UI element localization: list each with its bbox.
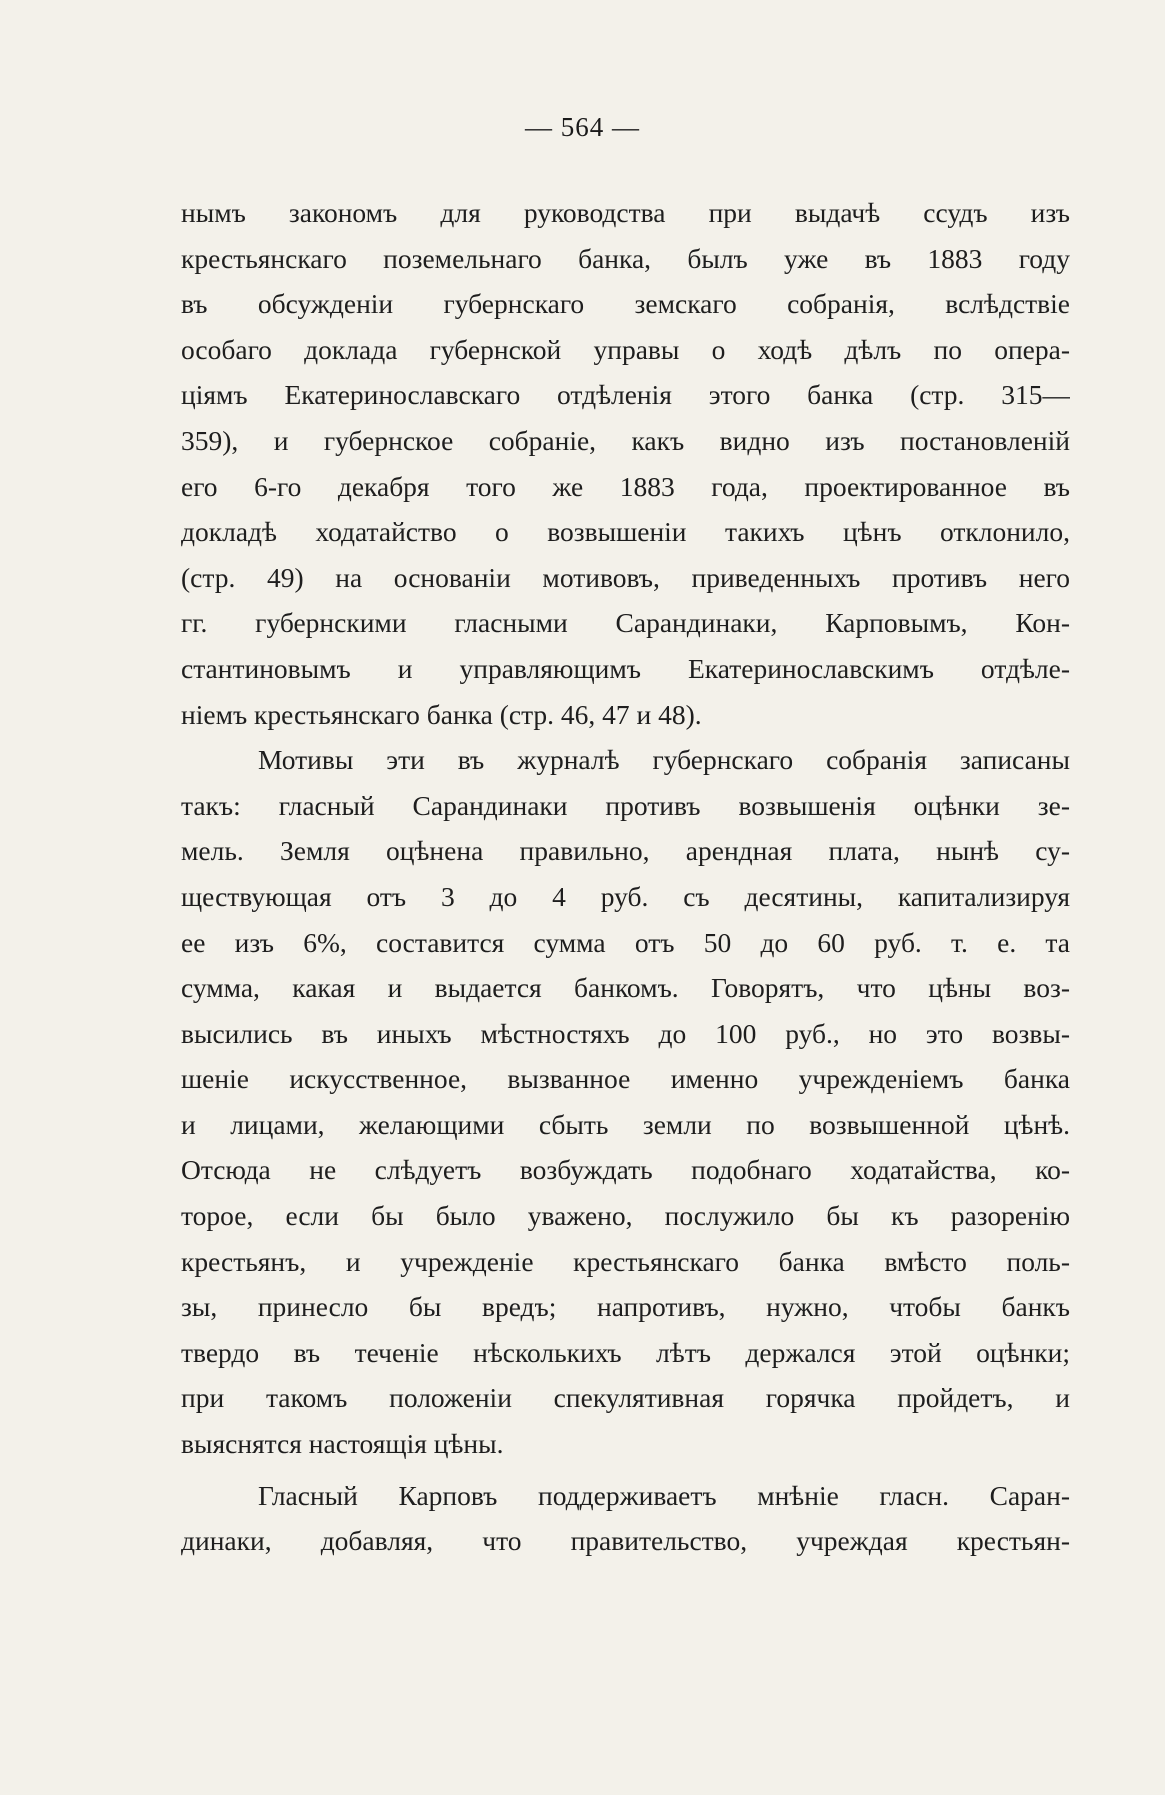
text-line: такъ: гласный Сарандинаки противъ возвышенія оцѣнки зе- bbox=[181, 789, 1070, 821]
text-line: Отсюда не слѣдуетъ возбуждать подобнаго ходатайства, ко- bbox=[181, 1154, 1070, 1186]
text-line: гг. губернскими гласными Сарандинаки, Карповымъ, Кон- bbox=[181, 607, 1070, 639]
text-line: (стр. 49) на основаніи мотивовъ, приведенныхъ противъ него bbox=[181, 561, 1070, 593]
paragraph-1 bbox=[181, 190, 1070, 737]
paragraph-3 bbox=[181, 1473, 1070, 1564]
text-line: его 6-го декабря того же 1883 года, проектированное въ bbox=[181, 470, 1070, 502]
text-line: въ обсужденіи губернскаго земскаго собранія, вслѣдствіе bbox=[181, 288, 1070, 320]
text-line: торое, если бы было уважено, послужило бы къ разоренію bbox=[181, 1200, 1070, 1232]
text-line: мель. Земля оцѣнена правильно, арендная плата, нынѣ су- bbox=[181, 835, 1070, 867]
paragraph-2 bbox=[181, 737, 1070, 1467]
text-line: шеніе искусственное, вызванное именно учрежденіемъ банка bbox=[181, 1063, 1070, 1095]
text-line: твердо въ теченіе нѣсколькихъ лѣтъ держался этой оцѣнки; bbox=[181, 1336, 1070, 1368]
text-line: динаки, добавляя, что правительство, учреждая крестьян- bbox=[181, 1525, 1070, 1557]
text-line: нымъ закономъ для руководства при выдачѣ ссудъ изъ bbox=[181, 197, 1070, 228]
body-text bbox=[181, 190, 1070, 1564]
text-line: стантиновымъ и управляющимъ Екатеринославскимъ отдѣле- bbox=[181, 652, 1070, 684]
text-line: при такомъ положеніи спекулятивная горячка пройдетъ, и bbox=[181, 1382, 1070, 1414]
page-number: — 564 — bbox=[525, 112, 640, 142]
text-line: сумма, какая и выдается банкомъ. Говорятъ, что цѣны воз- bbox=[181, 972, 1070, 1004]
text-line: и лицами, желающими сбыть земли по возвышенной цѣнѣ. bbox=[181, 1108, 1070, 1140]
text-line: зы, принесло бы вредъ; напротивъ, нужно, чтобы банкъ bbox=[181, 1291, 1070, 1323]
text-line: Гласный Карповъ поддерживаетъ мнѣніе гласн. Саран- bbox=[258, 1479, 1070, 1511]
text-line: высились въ иныхъ мѣстностяхъ до 100 руб., но это возвы- bbox=[181, 1017, 1070, 1049]
text-line: выяснятся настоящія цѣны. bbox=[181, 1428, 504, 1460]
text-line: ществующая отъ 3 до 4 руб. съ десятины, капитализируя bbox=[181, 880, 1070, 912]
text-line: 359), и губернское собраніе, какъ видно изъ постановленій bbox=[181, 424, 1070, 456]
text-line: ее изъ 6%, составится сумма отъ 50 до 60 руб. т. е. та bbox=[181, 926, 1070, 958]
text-line: ніемъ крестьянскаго банка (стр. 46, 47 и 48). bbox=[181, 698, 702, 730]
text-line: докладѣ ходатайство о возвышеніи такихъ цѣнъ отклонило, bbox=[181, 516, 1070, 548]
text-line: Мотивы эти въ журналѣ губернскаго собранія записаны bbox=[258, 744, 1070, 776]
text-line: особаго доклада губернской управы о ходѣ дѣлъ по опера- bbox=[181, 333, 1070, 365]
text-line: крестьянъ, и учрежденіе крестьянскаго банка вмѣсто поль- bbox=[181, 1245, 1070, 1277]
text-line: ціямъ Екатеринославскаго отдѣленія этого банка (стр. 315— bbox=[181, 379, 1070, 411]
text-line: крестьянскаго поземельнаго банка, былъ уже въ 1883 году bbox=[181, 242, 1070, 274]
